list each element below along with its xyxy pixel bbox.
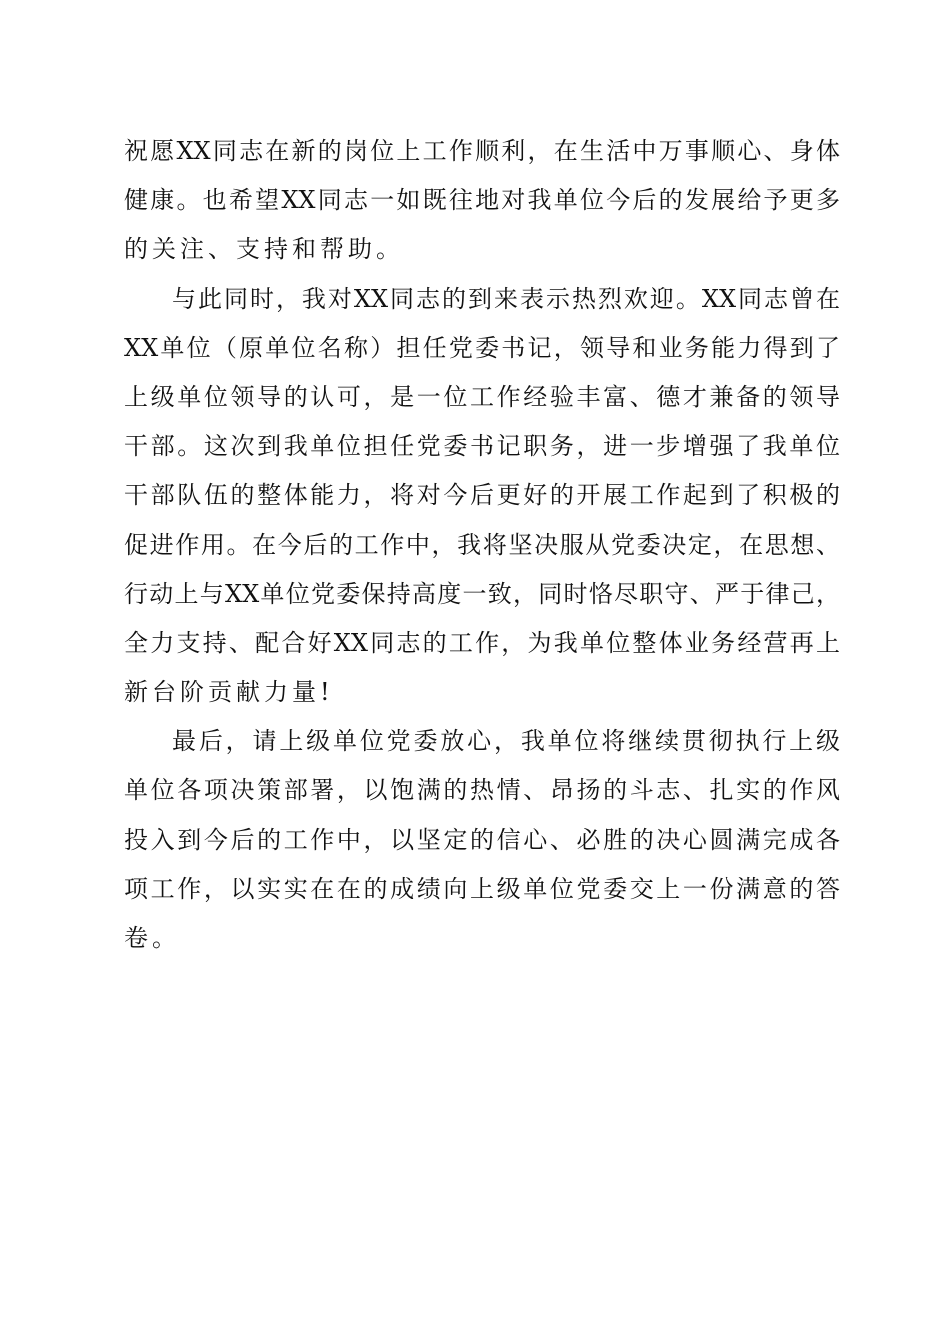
paragraph-2-line-5: 干部队伍的整体能力，将对今后更好的开展工作起到了积极的 [124, 481, 840, 510]
paragraph-2-line-2: XX单位（原单位名称）担任党委书记，领导和业务能力得到了 [124, 333, 840, 362]
paragraph-3-line-2: 单位各项决策部署，以饱满的热情、昂扬的斗志、扎实的作风 [124, 776, 840, 805]
document-body [124, 127, 840, 963]
paragraph-2-line-3: 上级单位领导的认可，是一位工作经验丰富、德才兼备的领导 [124, 382, 840, 411]
paragraph-1-line-2: 健康。也希望XX同志一如既往地对我单位今后的发展给予更多 [124, 186, 840, 215]
paragraph-3-line-3: 投入到今后的工作中，以坚定的信心、必胜的决心圆满完成各 [124, 825, 840, 854]
paragraph-3-line-4: 项工作，以实实在在的成绩向上级单位党委交上一份满意的答 [124, 874, 840, 903]
paragraph-2-line-1: 与此同时，我对XX同志的到来表示热烈欢迎。XX同志曾在 [172, 284, 840, 313]
paragraph-1-line-1: 祝愿XX同志在新的岗位上工作顺利，在生活中万事顺心、身体 [124, 137, 840, 165]
paragraph-3-line-5: 卷。 [124, 924, 180, 952]
paragraph-2-line-9: 新台阶贡献力量! [124, 678, 334, 707]
paragraph-2-line-6: 促进作用。在今后的工作中，我将坚决服从党委决定，在思想、 [124, 530, 840, 559]
paragraph-1-line-3: 的关注、支持和帮助。 [124, 235, 404, 264]
paragraph-2-line-4: 干部。这次到我单位担任党委书记职务，进一步增强了我单位 [124, 432, 840, 461]
paragraph-2-line-8: 全力支持、配合好XX同志的工作，为我单位整体业务经营再上 [124, 628, 840, 657]
paragraph-2-line-7: 行动上与XX单位党委保持高度一致，同时恪尽职守、严于律己， [124, 579, 840, 608]
paragraph-3-line-1: 最后，请上级单位党委放心，我单位将继续贯彻执行上级 [172, 727, 840, 756]
